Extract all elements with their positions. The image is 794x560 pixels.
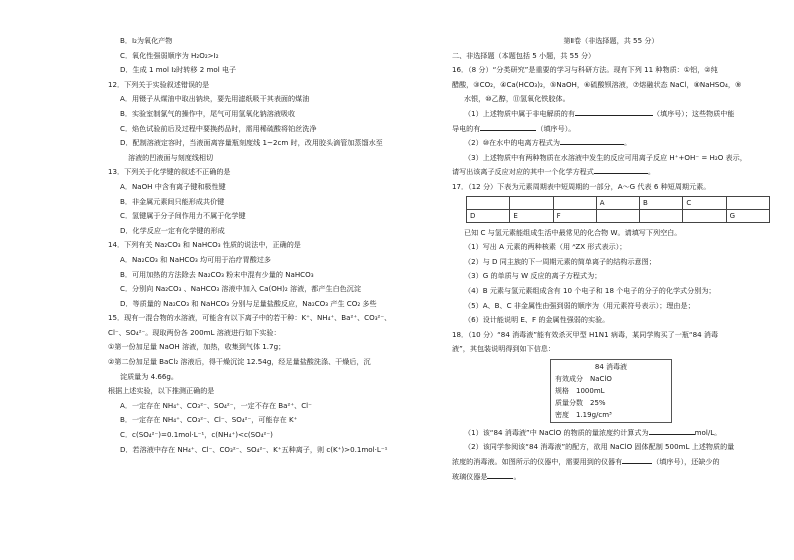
q16-line bbox=[452, 165, 770, 180]
q16-line bbox=[452, 107, 770, 122]
left-line: 13．下列关于化学键的叙述不正确的是 bbox=[108, 167, 231, 177]
left-line: ①第一份加足量 NaOH 溶液，加热，收集到气体 1.7g； bbox=[108, 342, 286, 352]
q16-text: 导电的有 bbox=[452, 123, 481, 133]
q16-text: 。 bbox=[624, 138, 632, 148]
product-label-box bbox=[550, 359, 672, 423]
left-line: C．c(SO₄²⁻)=0.1mol·L⁻¹，c(NH₄⁺)<c(SO₄²⁻) bbox=[120, 430, 273, 440]
q17-line: 已知 C 与氢元素能组成生活中最常见的化合物 W。请填写下列空白。 bbox=[464, 227, 682, 237]
answer-blank[interactable] bbox=[487, 470, 513, 479]
periodic-row bbox=[467, 209, 770, 222]
left-line: 14．下列有关 Na₂CO₃ 和 NaHCO₃ 性质的说法中，正确的是 bbox=[108, 240, 301, 250]
left-line: 12．下列关于实验叙述错误的是 bbox=[108, 79, 210, 89]
q16-text: 请写出该离子反应对应的其中一个化学方程式 bbox=[452, 167, 594, 177]
periodic-cell: D bbox=[467, 209, 510, 222]
left-line: D．化学反应一定有化学键的形成 bbox=[120, 225, 225, 235]
left-line: B．I₂为氧化产物 bbox=[120, 36, 173, 45]
q16-text: （填序号）；这些物质中能 bbox=[652, 108, 735, 118]
periodic-cell: B bbox=[640, 196, 683, 209]
periodic-cell: F bbox=[553, 209, 596, 222]
periodic-cell: A bbox=[596, 196, 639, 209]
periodic-table-fragment bbox=[466, 196, 770, 223]
q18-line: 18．（10 分）“84 消毒液”能有效杀灭甲型 H1N1 病毒，某同学购买了一瓶“84 消毒 bbox=[452, 329, 719, 339]
q16-line bbox=[452, 136, 770, 151]
periodic-cell: G bbox=[726, 209, 769, 222]
left-line: C．氢键属于分子间作用力不属于化学键 bbox=[120, 211, 246, 221]
part-title: 二、非选择题（本题包括 5 小题，共 55 分） bbox=[452, 50, 596, 60]
left-line: D．等质量的 Na₂CO₃ 和 NaHCO₃ 分别与足量盐酸反应，Na₂CO₃ 产生 CO₂ 多些 bbox=[120, 298, 377, 308]
q18-line: 液”，其包装说明得到如下信息： bbox=[452, 344, 555, 354]
q17-line: （4）B 元素与氢元素组成含有 10 个电子和 18 个电子的分子的化学式分别为； bbox=[464, 285, 716, 295]
q16-line: （3）上述物质中有两种物质在水溶液中发生的反应可用离子反应 H⁺+OH⁻ = H₂O 表示， bbox=[464, 152, 747, 162]
left-line: A．一定存在 NH₄⁺、CO₃²⁻、SO₄²⁻，一定不存在 Ba²⁺、Cl⁻ bbox=[120, 400, 312, 410]
periodic-cell bbox=[726, 196, 769, 209]
question-17 bbox=[452, 180, 770, 328]
section-header: 第Ⅱ卷（非选择题，共 55 分） bbox=[563, 36, 659, 45]
label-mass-fraction: 质量分数 25% bbox=[555, 398, 606, 407]
left-line: A．Na₂CO₃ 和 NaHCO₃ 均可用于治疗胃酸过多 bbox=[120, 254, 271, 264]
periodic-cell bbox=[467, 196, 510, 209]
left-line: B．可用加热的方法除去 Na₂CO₃ 粉末中混有少量的 NaHCO₃ bbox=[120, 269, 314, 279]
question-16 bbox=[452, 63, 770, 180]
periodic-cell bbox=[596, 209, 639, 222]
left-line: Cl⁻、SO₄²⁻。现取两份各 200mL 溶液进行如下实验： bbox=[108, 327, 281, 337]
periodic-cell bbox=[683, 209, 726, 222]
q16-text: （2）⑩在水中的电离方程式为 bbox=[464, 138, 560, 148]
left-line: B．一定存在 NH₄⁺、CO₃²⁻、Cl⁻、SO₄²⁻，可能存在 K⁺ bbox=[120, 415, 298, 425]
q16-line: 16．（8 分）“分类研究”是重要的学习与科研方法。现有下列 11 种物质：①铝，②纯 bbox=[452, 65, 718, 75]
left-line: C．分别向 Na₂CO₃ 、NaHCO₃ 溶液中加入 Ca(OH)₂ 溶液，都产生白色沉淀 bbox=[120, 284, 361, 294]
q18-text: （1）该“84 消毒液”中 NaClO 的物质的量浓度约计算式为 bbox=[464, 427, 649, 437]
q18-line bbox=[452, 455, 770, 470]
q18-line bbox=[452, 426, 770, 441]
left-line: 溶液的凹液面与刻度线相切 bbox=[128, 152, 214, 162]
q18-text: 玻璃仪器是 bbox=[452, 471, 488, 481]
q16-line: 水银，⑩乙醇，⑪氢氧化铁胶体。 bbox=[464, 94, 570, 104]
left-line: A．NaOH 中含有离子键和极性键 bbox=[120, 181, 226, 191]
left-line: C．焰色试验前后及过程中要换药品时，需用稀硫酸将铂丝洗净 bbox=[120, 123, 317, 133]
q16-line bbox=[452, 122, 770, 137]
left-line: B．非金属元素间只能形成共价键 bbox=[120, 196, 225, 206]
periodic-cell: E bbox=[510, 209, 553, 222]
label-density: 密度 1.19g/cm³ bbox=[555, 410, 612, 419]
q17-line: （6）设计能说明 E、F 的金属性强弱的实验。 bbox=[464, 315, 610, 325]
label-spec: 规格 1000mL bbox=[555, 386, 605, 395]
answer-blank[interactable] bbox=[622, 455, 652, 464]
q17-line: （5）A、B、C 非金属性由强到弱的顺序为（用元素符号表示）；理由是； bbox=[464, 300, 695, 310]
periodic-cell bbox=[640, 209, 683, 222]
right-column bbox=[452, 34, 770, 484]
left-line: 根据上述实验，以下推测正确的是 bbox=[108, 386, 215, 396]
left-line: 淀质量为 4.66g。 bbox=[120, 371, 179, 381]
label-ingredient: 有效成分 NaClO bbox=[555, 374, 612, 383]
q18-text: 浓度的消毒液。如图所示的仪器中，需要用到的仪器有 bbox=[452, 457, 623, 467]
left-line: C．氧化性强弱顺序为 H₂O₂>I₂ bbox=[120, 50, 219, 60]
q18-text: mol/L。 bbox=[694, 427, 722, 437]
q17-line: （1）写出 A 元素的两种核素（用 ᴬZX 形式表示）； bbox=[464, 242, 627, 252]
answer-blank[interactable] bbox=[649, 426, 695, 435]
answer-blank[interactable] bbox=[480, 122, 536, 131]
answer-blank[interactable] bbox=[594, 165, 648, 174]
q16-text: 。 bbox=[647, 167, 655, 177]
q17-title: 17．（12 分）下表为元素周期表中短周期的一部分，A～G 代表 6 种短周期元素。 bbox=[452, 181, 711, 191]
periodic-cell bbox=[510, 196, 553, 209]
q16-text: （填序号）。 bbox=[536, 123, 576, 133]
q17-line: （3）G 的单质与 W 反应的离子方程式为； bbox=[464, 271, 602, 281]
left-line: A．用镊子从煤油中取出钠块，要先用滤纸吸干其表面的煤油 bbox=[120, 94, 310, 104]
answer-blank[interactable] bbox=[560, 136, 624, 145]
q18-text: （填序号），还缺少的 bbox=[652, 457, 720, 467]
q18-line: （2）该同学参阅该“84 消毒液”的配方，欲用 NaClO 固体配制 500mL 上述物质的量 bbox=[464, 442, 735, 452]
left-line: 15．现有一混合物的水溶液，可能含有以下离子中的若干种：K⁺、NH₄⁺、Ba²⁺、CO₃²⁻、 bbox=[108, 313, 392, 323]
left-line: ②第二份加足量 BaCl₂ 溶液后，得干燥沉淀 12.54g，经足量盐酸洗涤、干燥后，沉 bbox=[108, 357, 371, 367]
q16-text: （1）上述物质中属于非电解质的有 bbox=[464, 108, 575, 118]
left-column bbox=[108, 34, 408, 457]
left-line: B．实验室制氯气的操作中，尾气可用氢氧化钠溶液吸收 bbox=[120, 108, 296, 118]
q18-line bbox=[452, 470, 770, 485]
left-line: D．配制溶液定容时，当液面离容量瓶刻度线 1~2cm 时，改用胶头滴管加蒸馏水至 bbox=[120, 138, 383, 148]
periodic-row bbox=[467, 196, 770, 209]
periodic-cell bbox=[553, 196, 596, 209]
q18-text: 。 bbox=[513, 471, 521, 481]
q16-line: 醋酸，③CO₂，④Ca(HCO₃)₂，⑤NaOH，⑥硫酸钡溶液，⑦熔融状态 NaCl，⑧NaHSO₄，⑨ bbox=[452, 79, 742, 89]
question-18 bbox=[452, 328, 770, 485]
left-line: D．若溶液中存在 NH₄⁺、Cl⁻、CO₃²⁻、SO₄²⁻、K⁺五种离子，则 c(K⁺)>0.1mol·L⁻¹ bbox=[120, 444, 388, 454]
periodic-cell: C bbox=[683, 196, 726, 209]
answer-blank[interactable] bbox=[575, 107, 653, 116]
label-title: 84 消毒液 bbox=[594, 362, 628, 371]
left-line: D．生成 1 mol I₂时转移 2 mol 电子 bbox=[120, 65, 237, 75]
q17-line: （2）与 D 同主族的下一周期元素的简单离子的结构示意图； bbox=[464, 256, 656, 266]
